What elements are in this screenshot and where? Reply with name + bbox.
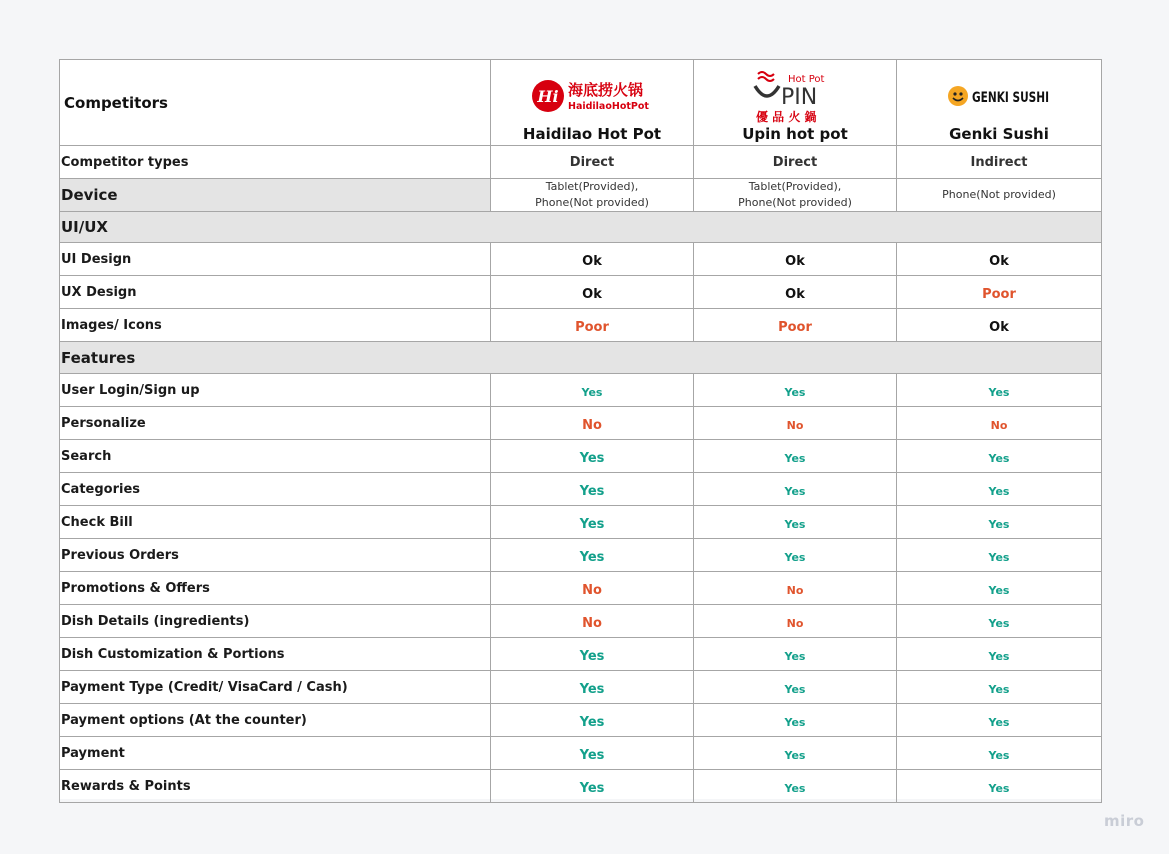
- rating-value: Yes: [784, 781, 806, 795]
- rating-cell: [491, 572, 694, 605]
- rating-cell: [694, 309, 897, 342]
- svg-text:GENKI SUSHI: GENKI SUSHI: [972, 90, 1049, 106]
- rating-value: Yes: [579, 549, 605, 565]
- rating-cell: [491, 440, 694, 473]
- rating-cell: [694, 276, 897, 309]
- rating-cell: [491, 737, 694, 770]
- svg-text:海底捞火锅: 海底捞火锅: [568, 81, 644, 99]
- competitor-upin: [694, 60, 897, 146]
- section-features: [60, 342, 1102, 374]
- rating-value: No: [786, 418, 804, 432]
- rating-cell: [694, 243, 897, 276]
- section-uiux: [60, 212, 1102, 243]
- type-row: [60, 146, 1102, 179]
- row-label: Promotions & Offers: [60, 572, 491, 605]
- rating-cell: [897, 473, 1102, 506]
- table-row: [60, 276, 1102, 309]
- section-title: Features: [60, 342, 1102, 374]
- competitor-haidilao: [491, 60, 694, 146]
- rating-value: Yes: [988, 583, 1010, 597]
- rating-value: Poor: [778, 319, 812, 335]
- rating-value: Yes: [988, 715, 1010, 729]
- device-line: Tablet(Provided),: [545, 180, 639, 193]
- rating-cell: [694, 473, 897, 506]
- device-line: Phone(Not provided): [535, 196, 649, 209]
- rating-cell: [897, 737, 1102, 770]
- rating-value: Yes: [988, 682, 1010, 696]
- genki-logo: [897, 67, 1101, 125]
- type-label: Competitor types: [60, 146, 491, 179]
- rating-value: Yes: [784, 385, 806, 399]
- rating-cell: [491, 605, 694, 638]
- rating-cell: [491, 276, 694, 309]
- row-label: UX Design: [60, 276, 491, 309]
- rating-cell: [897, 276, 1102, 309]
- rating-value: Yes: [988, 649, 1010, 663]
- device-value: [694, 179, 897, 212]
- rating-cell: [491, 638, 694, 671]
- rating-cell: [897, 374, 1102, 407]
- rating-value: No: [786, 583, 804, 597]
- header-row: [60, 60, 1102, 146]
- row-label: Payment Type (Credit/ VisaCard / Cash): [60, 671, 491, 704]
- device-value: [897, 179, 1102, 212]
- rating-cell: [491, 704, 694, 737]
- rating-cell: [694, 506, 897, 539]
- rating-value: No: [582, 582, 602, 598]
- row-label: Payment: [60, 737, 491, 770]
- rating-cell: [694, 605, 897, 638]
- rating-value: Ok: [989, 253, 1009, 269]
- rating-cell: [694, 704, 897, 737]
- rating-value: Ok: [582, 286, 602, 302]
- device-row: [60, 179, 1102, 212]
- table-row: [60, 506, 1102, 539]
- competitor-name: Upin hot pot: [742, 125, 848, 143]
- rating-value: Yes: [784, 649, 806, 663]
- rating-value: Yes: [579, 681, 605, 697]
- rating-cell: [694, 407, 897, 440]
- rating-value: Yes: [988, 781, 1010, 795]
- rating-value: Yes: [784, 715, 806, 729]
- upin-logo-icon: [750, 68, 840, 124]
- device-line: Phone(Not provided): [942, 188, 1056, 201]
- rating-cell: [491, 407, 694, 440]
- competitor-table: [59, 59, 1102, 803]
- device-label: Device: [60, 179, 491, 212]
- rating-value: Yes: [579, 780, 605, 796]
- rating-cell: [491, 671, 694, 704]
- rating-cell: [491, 506, 694, 539]
- table-row: [60, 572, 1102, 605]
- rating-value: Yes: [784, 748, 806, 762]
- rating-value: Yes: [581, 385, 603, 399]
- type-value: Direct: [694, 146, 897, 179]
- rating-cell: [897, 638, 1102, 671]
- rating-value: Ok: [582, 253, 602, 269]
- row-label: Dish Customization & Portions: [60, 638, 491, 671]
- svg-text:PIN: PIN: [781, 85, 818, 110]
- rating-cell: [897, 506, 1102, 539]
- rating-cell: [491, 374, 694, 407]
- rating-value: No: [786, 616, 804, 630]
- row-label: Dish Details (ingredients): [60, 605, 491, 638]
- rating-cell: [694, 539, 897, 572]
- rating-value: Yes: [784, 550, 806, 564]
- table-row: [60, 309, 1102, 342]
- competitor-name: Genki Sushi: [949, 125, 1049, 143]
- rating-value: Yes: [988, 616, 1010, 630]
- row-label: Personalize: [60, 407, 491, 440]
- rating-cell: [694, 374, 897, 407]
- svg-text:Hot Pot: Hot Pot: [788, 74, 825, 85]
- competitor-name: Haidilao Hot Pot: [522, 125, 662, 143]
- rating-cell: [897, 440, 1102, 473]
- rating-value: Ok: [989, 319, 1009, 335]
- miro-watermark: miro: [1104, 812, 1145, 830]
- device-value: [491, 179, 694, 212]
- type-value: Direct: [491, 146, 694, 179]
- rating-value: Yes: [784, 682, 806, 696]
- table-row: [60, 770, 1102, 803]
- rating-value: Yes: [988, 517, 1010, 531]
- rating-cell: [694, 770, 897, 803]
- rating-cell: [897, 572, 1102, 605]
- rating-value: Poor: [575, 319, 609, 335]
- rating-cell: [897, 407, 1102, 440]
- rating-value: Yes: [784, 484, 806, 498]
- rating-cell: [694, 671, 897, 704]
- row-label: UI Design: [60, 243, 491, 276]
- type-value: Indirect: [897, 146, 1102, 179]
- device-line: Phone(Not provided): [738, 196, 852, 209]
- rating-cell: [897, 243, 1102, 276]
- rating-value: Yes: [988, 385, 1010, 399]
- row-label: Previous Orders: [60, 539, 491, 572]
- table-row: [60, 440, 1102, 473]
- rating-cell: [491, 539, 694, 572]
- haidilao-logo: [491, 67, 693, 125]
- rating-value: No: [582, 615, 602, 631]
- rating-value: No: [990, 418, 1008, 432]
- table-row: [60, 407, 1102, 440]
- rating-value: Yes: [579, 483, 605, 499]
- rating-cell: [491, 770, 694, 803]
- comparison-board: [59, 59, 1101, 799]
- rating-value: Yes: [988, 550, 1010, 564]
- rating-value: Yes: [579, 516, 605, 532]
- rating-value: Yes: [988, 484, 1010, 498]
- competitors-header: Competitors: [60, 60, 491, 146]
- row-label: Search: [60, 440, 491, 473]
- rating-value: Yes: [579, 648, 605, 664]
- upin-logo: [694, 67, 896, 125]
- rating-cell: [694, 572, 897, 605]
- table-row: [60, 671, 1102, 704]
- row-label: User Login/Sign up: [60, 374, 491, 407]
- rating-cell: [897, 605, 1102, 638]
- rating-value: Yes: [579, 714, 605, 730]
- rating-value: Yes: [784, 517, 806, 531]
- rating-value: Yes: [579, 747, 605, 763]
- rating-value: Yes: [988, 451, 1010, 465]
- rating-value: Yes: [579, 450, 605, 466]
- table-row: [60, 374, 1102, 407]
- rating-cell: [694, 638, 897, 671]
- table-row: [60, 704, 1102, 737]
- rating-value: No: [582, 417, 602, 433]
- row-label: Check Bill: [60, 506, 491, 539]
- rating-cell: [897, 539, 1102, 572]
- rating-value: Yes: [988, 748, 1010, 762]
- table-row: [60, 605, 1102, 638]
- genki-logo-icon: [947, 84, 1051, 108]
- competitor-genki: [897, 60, 1102, 146]
- rating-cell: [491, 243, 694, 276]
- rating-value: Poor: [982, 286, 1016, 302]
- svg-text:優 品 火 鍋: 優 品 火 鍋: [756, 110, 817, 124]
- rating-cell: [897, 770, 1102, 803]
- svg-text:Hi: Hi: [537, 87, 559, 106]
- row-label: Images/ Icons: [60, 309, 491, 342]
- haidilao-logo-icon: [530, 77, 654, 115]
- table-row: [60, 638, 1102, 671]
- rating-value: Ok: [785, 286, 805, 302]
- rating-cell: [897, 309, 1102, 342]
- table-row: [60, 473, 1102, 506]
- device-line: Tablet(Provided),: [748, 180, 842, 193]
- rating-value: Ok: [785, 253, 805, 269]
- row-label: Rewards & Points: [60, 770, 491, 803]
- table-row: [60, 737, 1102, 770]
- rating-cell: [897, 671, 1102, 704]
- row-label: Payment options (At the counter): [60, 704, 491, 737]
- rating-cell: [694, 440, 897, 473]
- section-title: UI/UX: [60, 212, 1102, 243]
- rating-cell: [694, 737, 897, 770]
- table-row: [60, 243, 1102, 276]
- rating-cell: [491, 309, 694, 342]
- row-label: Categories: [60, 473, 491, 506]
- rating-cell: [491, 473, 694, 506]
- rating-cell: [897, 704, 1102, 737]
- table-row: [60, 539, 1102, 572]
- rating-value: Yes: [784, 451, 806, 465]
- svg-text:HaidilaoHotPot: HaidilaoHotPot: [568, 101, 649, 112]
